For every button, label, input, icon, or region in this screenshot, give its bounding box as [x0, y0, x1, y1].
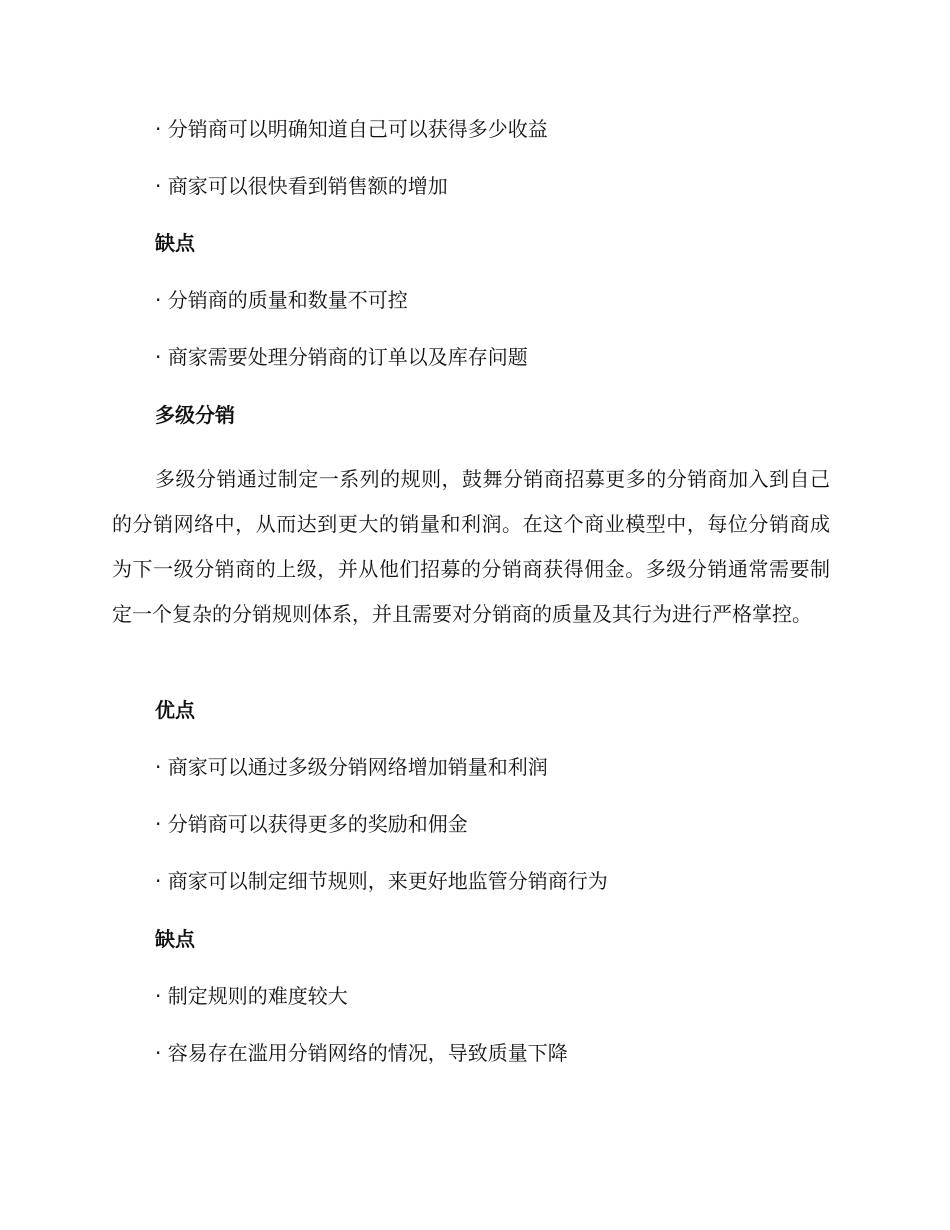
- list-item: · 商家可以很快看到销售额的增加: [155, 174, 448, 198]
- list-item: · 分销商的质量和数量不可控: [155, 288, 408, 312]
- list-item: · 商家可以制定细节规则，来更好地监管分销商行为: [155, 869, 608, 893]
- list-item: · 制定规则的难度较大: [155, 984, 348, 1008]
- section-heading-pros: 优点: [155, 698, 195, 722]
- list-item: · 分销商可以获得更多的奖励和佣金: [155, 812, 468, 836]
- section-heading-multilevel: 多级分销: [155, 403, 235, 427]
- section-heading-cons: 缺点: [155, 927, 195, 951]
- list-item: · 商家可以通过多级分销网络增加销量和利润: [155, 755, 548, 779]
- list-item: · 容易存在滥用分销网络的情况，导致质量下降: [155, 1041, 568, 1065]
- body-paragraph: 多级分销通过制定一系列的规则，鼓舞分销商招募更多的分销商加入到自己的分销网络中，从而达到更大的销量和利润。在这个商业模型中，每位分销商成为下一级分销商的上级，并从他们招募的分销商获得佣金。多级分销通常需要制定一个复杂的分销规则体系，并且需要对分销商的质量及其行为进行严格掌控。: [112, 467, 830, 626]
- section-heading-cons: 缺点: [155, 231, 195, 255]
- list-item: · 分销商可以明确知道自己可以获得多少收益: [155, 117, 548, 141]
- list-item: · 商家需要处理分销商的订单以及库存问题: [155, 345, 528, 369]
